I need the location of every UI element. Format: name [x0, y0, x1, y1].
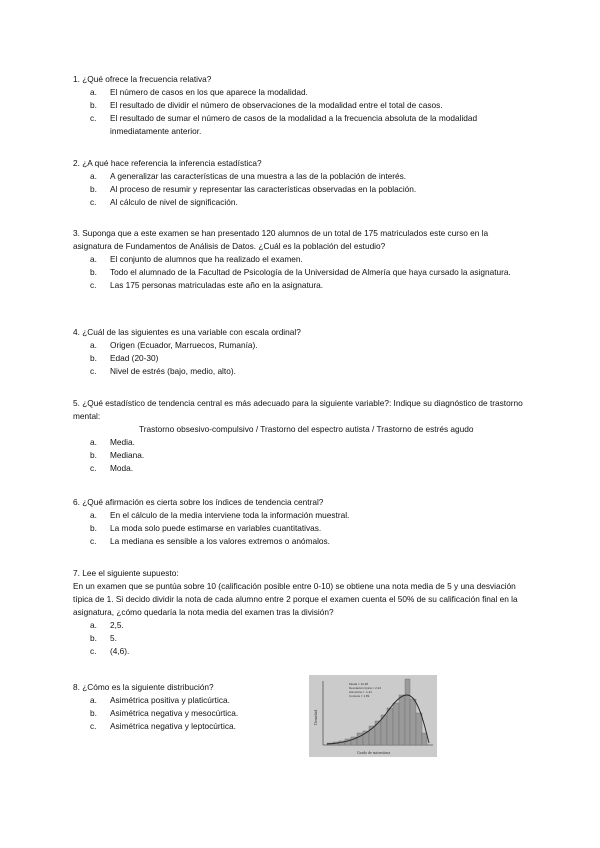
option-b: b. Al proceso de resumir y representar las características observadas en la población. — [90, 184, 417, 194]
option-b: b. La moda solo puede estimarse en variables cuantitativas. — [90, 523, 322, 533]
option-b: b. Mediana. — [90, 450, 145, 460]
option-a: a. Media. — [90, 437, 135, 447]
question-2 — [73, 157, 528, 209]
option-b: b. Edad (20-30) — [90, 353, 159, 363]
option-b: b. 5. — [90, 633, 117, 643]
option-c: c. El resultado de sumar el número de casos de la modalidad a la frecuencia absoluta de la modalidad inmediatamente anterior. — [90, 113, 478, 136]
option-b: b. Todo el alumnado de la Facultad de Psicología de la Universidad de Almería que haya cursado la asignatura. — [90, 267, 511, 277]
option-c: c. Nivel de estrés (bajo, medio, alto). — [90, 366, 236, 376]
legend-line: Curtosis = 1,89 — [349, 694, 370, 698]
hist-bar — [381, 715, 387, 745]
question-1 — [73, 73, 528, 138]
hist-bar — [416, 713, 422, 745]
histogram-image — [309, 675, 437, 757]
option-c: c. Las 175 personas matriculadas este año en la asignatura. — [90, 280, 324, 290]
hist-bar — [393, 703, 399, 745]
option-c: c. La mediana es sensible a los valores extremos o anómalos. — [90, 536, 330, 546]
option-c: c. Moda. — [90, 463, 134, 473]
histogram-figure — [309, 675, 437, 757]
legend-line: Asimetría = -1,31 — [349, 690, 372, 694]
question-6 — [73, 496, 528, 548]
hist-bar — [422, 733, 427, 745]
question-stem: 3. Suponga que a este examen se han presentado 120 alumnos de un total de 175 matriculados este curso en la asignatura de Fundamentos de Análisis de Datos. ¿Cuál es la población del estudio? — [73, 228, 489, 251]
option-c: c. Asimétrica negativa y leptocúrtica. — [90, 721, 236, 731]
question-8 — [73, 681, 303, 733]
legend-line: Desviación típica = 2,24 — [349, 686, 381, 690]
question-detail: Trastorno obsesivo-compulsivo / Trastorno del espectro autista / Trastorno de estrés agudo — [139, 424, 474, 434]
hist-bar — [410, 699, 416, 745]
question-stem: 5. ¿Qué estadístico de tendencia central es más adecuado para la siguiente variable?: Indique su diagnóstico de trastorno mental: — [73, 398, 523, 421]
question-stem: 1. ¿Qué ofrece la frecuencia relativa? — [73, 74, 212, 84]
hist-bar — [387, 708, 393, 745]
x-axis-label: Grado de autoestima — [357, 750, 391, 755]
option-a: a. El conjunto de alumnos que ha realizado el examen. — [90, 254, 303, 264]
option-a: a. Asimétrica positiva y platicúrtica. — [90, 695, 230, 705]
option-b: b. Asimétrica negativa y mesocúrtica. — [90, 708, 239, 718]
option-a: a. 2,5. — [90, 620, 124, 630]
y-axis-label: Densidad — [313, 709, 318, 725]
question-5 — [73, 397, 528, 475]
question-detail: En un examen que se puntúa sobre 10 (calificación posible entre 0-10) se obtiene una nota media de 5 y una desviación típica de 1. Si decido dividir la nota de cada alumno entre 2 porque el examen cuenta el 50% de su calificación final en la asignatura, ¿cómo quedaría la nota media del examen tras la división? — [73, 581, 518, 617]
option-a: a. A generalizar las características de una muestra a las de la población de interés. — [90, 171, 407, 181]
option-b: b. El resultado de dividir el número de observaciones de la modalidad entre el total de casos. — [90, 100, 443, 110]
option-c: c. Al cálculo de nivel de significación. — [90, 197, 238, 207]
legend-line: Media = 12,48 — [349, 682, 369, 686]
option-a: a. Origen (Ecuador, Marruecos, Rumanía). — [90, 340, 258, 350]
question-stem: 8. ¿Cómo es la siguiente distribución? — [73, 682, 214, 692]
question-stem: 2. ¿A qué hace referencia la inferencia estadística? — [73, 158, 262, 168]
option-c: c. (4,6). — [90, 646, 130, 656]
option-a: a. El número de casos en los que aparece la modalidad. — [90, 87, 308, 97]
question-4 — [73, 326, 528, 378]
hist-bar — [405, 679, 410, 745]
hist-bar — [399, 695, 405, 745]
question-stem: 6. ¿Qué afirmación es cierta sobre los índices de tendencia central? — [73, 497, 324, 507]
question-stem: 7. Lee el siguiente supuesto: — [73, 568, 179, 578]
question-3 — [73, 227, 528, 292]
question-stem: 4. ¿Cuál de las siguientes es una variable con escala ordinal? — [73, 327, 301, 337]
question-7 — [73, 567, 528, 658]
option-a: a. En el cálculo de la media interviene toda la información muestral. — [90, 510, 350, 520]
